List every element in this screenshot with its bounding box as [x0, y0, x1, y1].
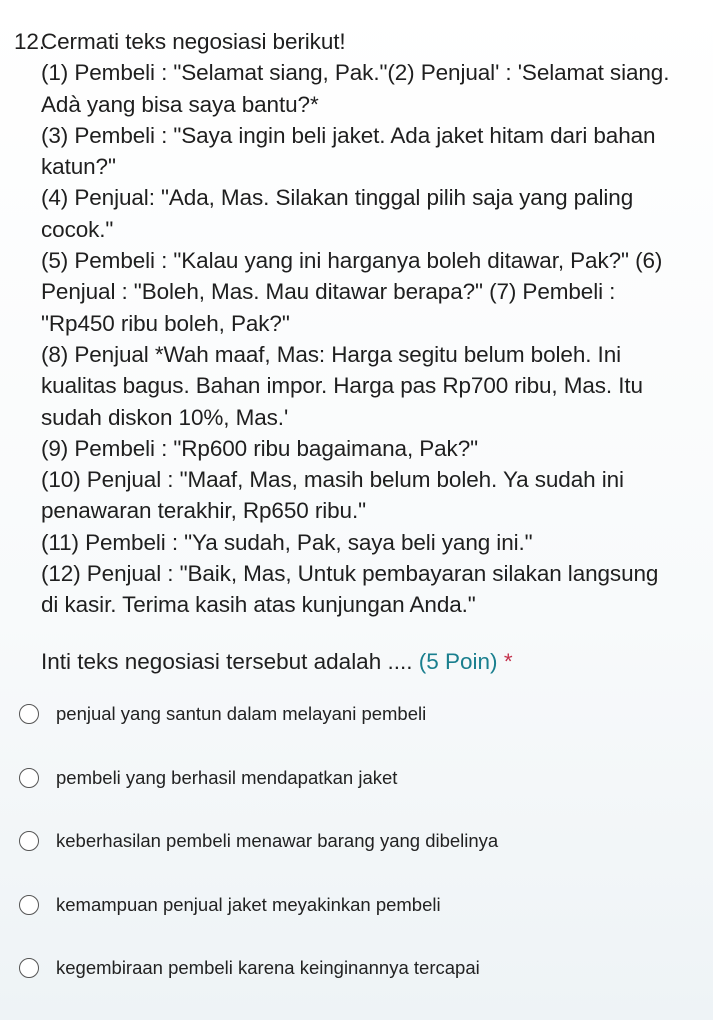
option-label: pembeli yang berhasil mendapatkan jaket [56, 766, 398, 788]
text-line: Penjual : "Boleh, Mas. Mau ditawar berapa?" (7) Pembeli : [41, 279, 616, 305]
answer-options [19, 698, 699, 1016]
text-line: (12) Penjual : "Baik, Mas, Untuk pembayaran silakan langsung [41, 561, 659, 587]
question-header [14, 26, 704, 57]
text-line: (1) Pembeli : "Selamat siang, Pak."(2) Penjual' : 'Selamat siang. [41, 60, 670, 86]
text-line: sudah diskon 10%, Mas.' [41, 404, 289, 430]
option-label: kemampuan penjual jaket meyakinkan pembeli [56, 893, 441, 915]
answer-option[interactable] [19, 698, 699, 730]
text-line: cocok." [41, 216, 114, 242]
text-line: Adà yang bisa saya bantu?* [41, 91, 319, 117]
text-line: (5) Pembeli : "Kalau yang ini harganya boleh ditawar, Pak?" (6) [41, 248, 663, 274]
answer-option[interactable] [19, 825, 699, 857]
text-line: (10) Penjual : "Maaf, Mas, masih belum boleh. Ya sudah ini [41, 467, 624, 493]
text-line: kualitas bagus. Bahan impor. Harga pas Rp700 ribu, Mas. Itu [41, 373, 643, 399]
text-line: (9) Pembeli : "Rp600 ribu bagaimana, Pak?" [41, 435, 479, 461]
option-label: keberhasilan pembeli menawar barang yang dibelinya [56, 830, 499, 851]
option-label: penjual yang santun dalam melayani pembeli [56, 703, 427, 724]
option-label: kegembiraan pembeli karena keinginannya tercapai [56, 957, 480, 978]
points-label: (5 Poin) [418, 649, 498, 674]
text-line: "Rp450 ribu boleh, Pak?" [41, 310, 290, 336]
required-asterisk: * [503, 649, 513, 674]
question-number: 12. [14, 29, 45, 54]
radio-button[interactable] [19, 958, 39, 978]
radio-button[interactable] [19, 895, 39, 915]
radio-button[interactable] [19, 768, 39, 788]
answer-option[interactable] [19, 889, 699, 921]
question-prompt [41, 646, 513, 677]
text-line: (4) Penjual: "Ada, Mas. Silakan tinggal pilih saja yang paling [41, 185, 634, 211]
question-block [14, 26, 704, 621]
radio-button[interactable] [19, 704, 39, 724]
question-title: Cermati teks negosiasi berikut! [41, 29, 346, 54]
text-line: katun?" [41, 154, 116, 180]
prompt-text: Inti teks negosiasi tersebut adalah .... [41, 649, 413, 674]
text-line: (3) Pembeli : "Saya ingin beli jaket. Ada jaket hitam dari bahan [41, 122, 656, 148]
text-line: (11) Pembeli : "Ya sudah, Pak, saya beli yang ini." [41, 529, 533, 555]
text-line: di kasir. Terima kasih atas kunjungan Anda." [41, 592, 476, 618]
text-line: (8) Penjual *Wah maaf, Mas: Harga segitu belum boleh. Ini [41, 341, 622, 367]
answer-option[interactable] [19, 762, 699, 794]
negotiation-text [41, 57, 704, 620]
answer-option[interactable] [19, 952, 699, 984]
text-line: penawaran terakhir, Rp650 ribu." [41, 498, 366, 524]
radio-button[interactable] [19, 831, 39, 851]
